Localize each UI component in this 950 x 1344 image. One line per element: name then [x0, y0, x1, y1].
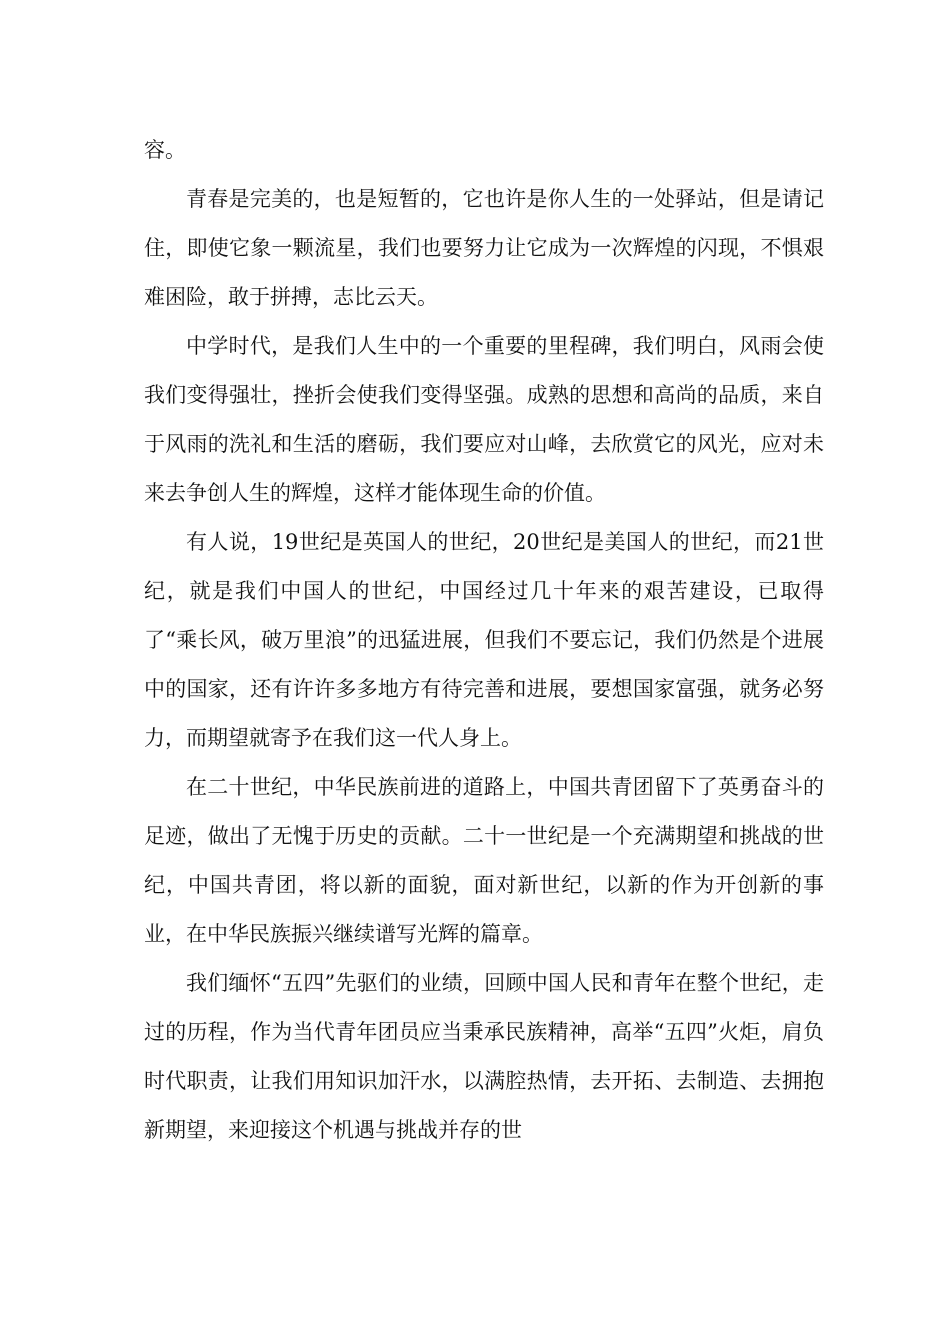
paragraph-continuation: 容。	[144, 138, 186, 162]
paragraph-may-fourth: 我们缅怀“五四”先驱们的业绩，回顾中国人民和青年在整个世纪，走过的历程，作为当代青年团员应当秉承民族精神，高举“五四”火炬，肩负时代职责，让我们用知识加汗水，以满腔热情，去开拓、去制造、去拥抱新期望，来迎接这个机遇与挑战并存的世	[144, 971, 824, 1142]
paragraph-middle-school: 中学时代，是我们人生中的一个重要的里程碑，我们明白，风雨会使我们变得强壮，挫折会使我们变得坚强。成熟的思想和高尚的品质，来自于风雨的洗礼和生活的磨砺，我们要应对山峰，去欣赏它的风光，应对未来去争创人生的辉煌，这样才能体现生命的价值。	[144, 334, 824, 505]
paragraph-youth: 青春是完美的，也是短暂的，它也许是你人生的一处驿站，但是请记住，即使它象一颗流星，我们也要努力让它成为一次辉煌的闪现，不惧艰难困险，敢于拼搏，志比云天。	[144, 187, 824, 309]
document-body	[144, 126, 824, 1155]
paragraph-youth-league: 在二十世纪，中华民族前进的道路上，中国共青团留下了英勇奋斗的足迹，做出了无愧于历史的贡献。二十一世纪是一个充满期望和挑战的世纪，中国共青团，将以新的面貌，面对新世纪，以新的作为开创新的事业，在中华民族振兴继续谱写光辉的篇章。	[144, 775, 824, 946]
paragraph-century: 有人说，19世纪是英国人的世纪，20世纪是美国人的世纪，而21世纪，就是我们中国人的世纪，中国经过几十年来的艰苦建设，已取得了“乘长风，破万里浪”的迅猛进展，但我们不要忘记，我们仍然是个进展中的国家，还有许许多多地方有待完善和进展，要想国家富强，就务必努力，而期望就寄予在我们这一代人身上。	[144, 530, 824, 750]
